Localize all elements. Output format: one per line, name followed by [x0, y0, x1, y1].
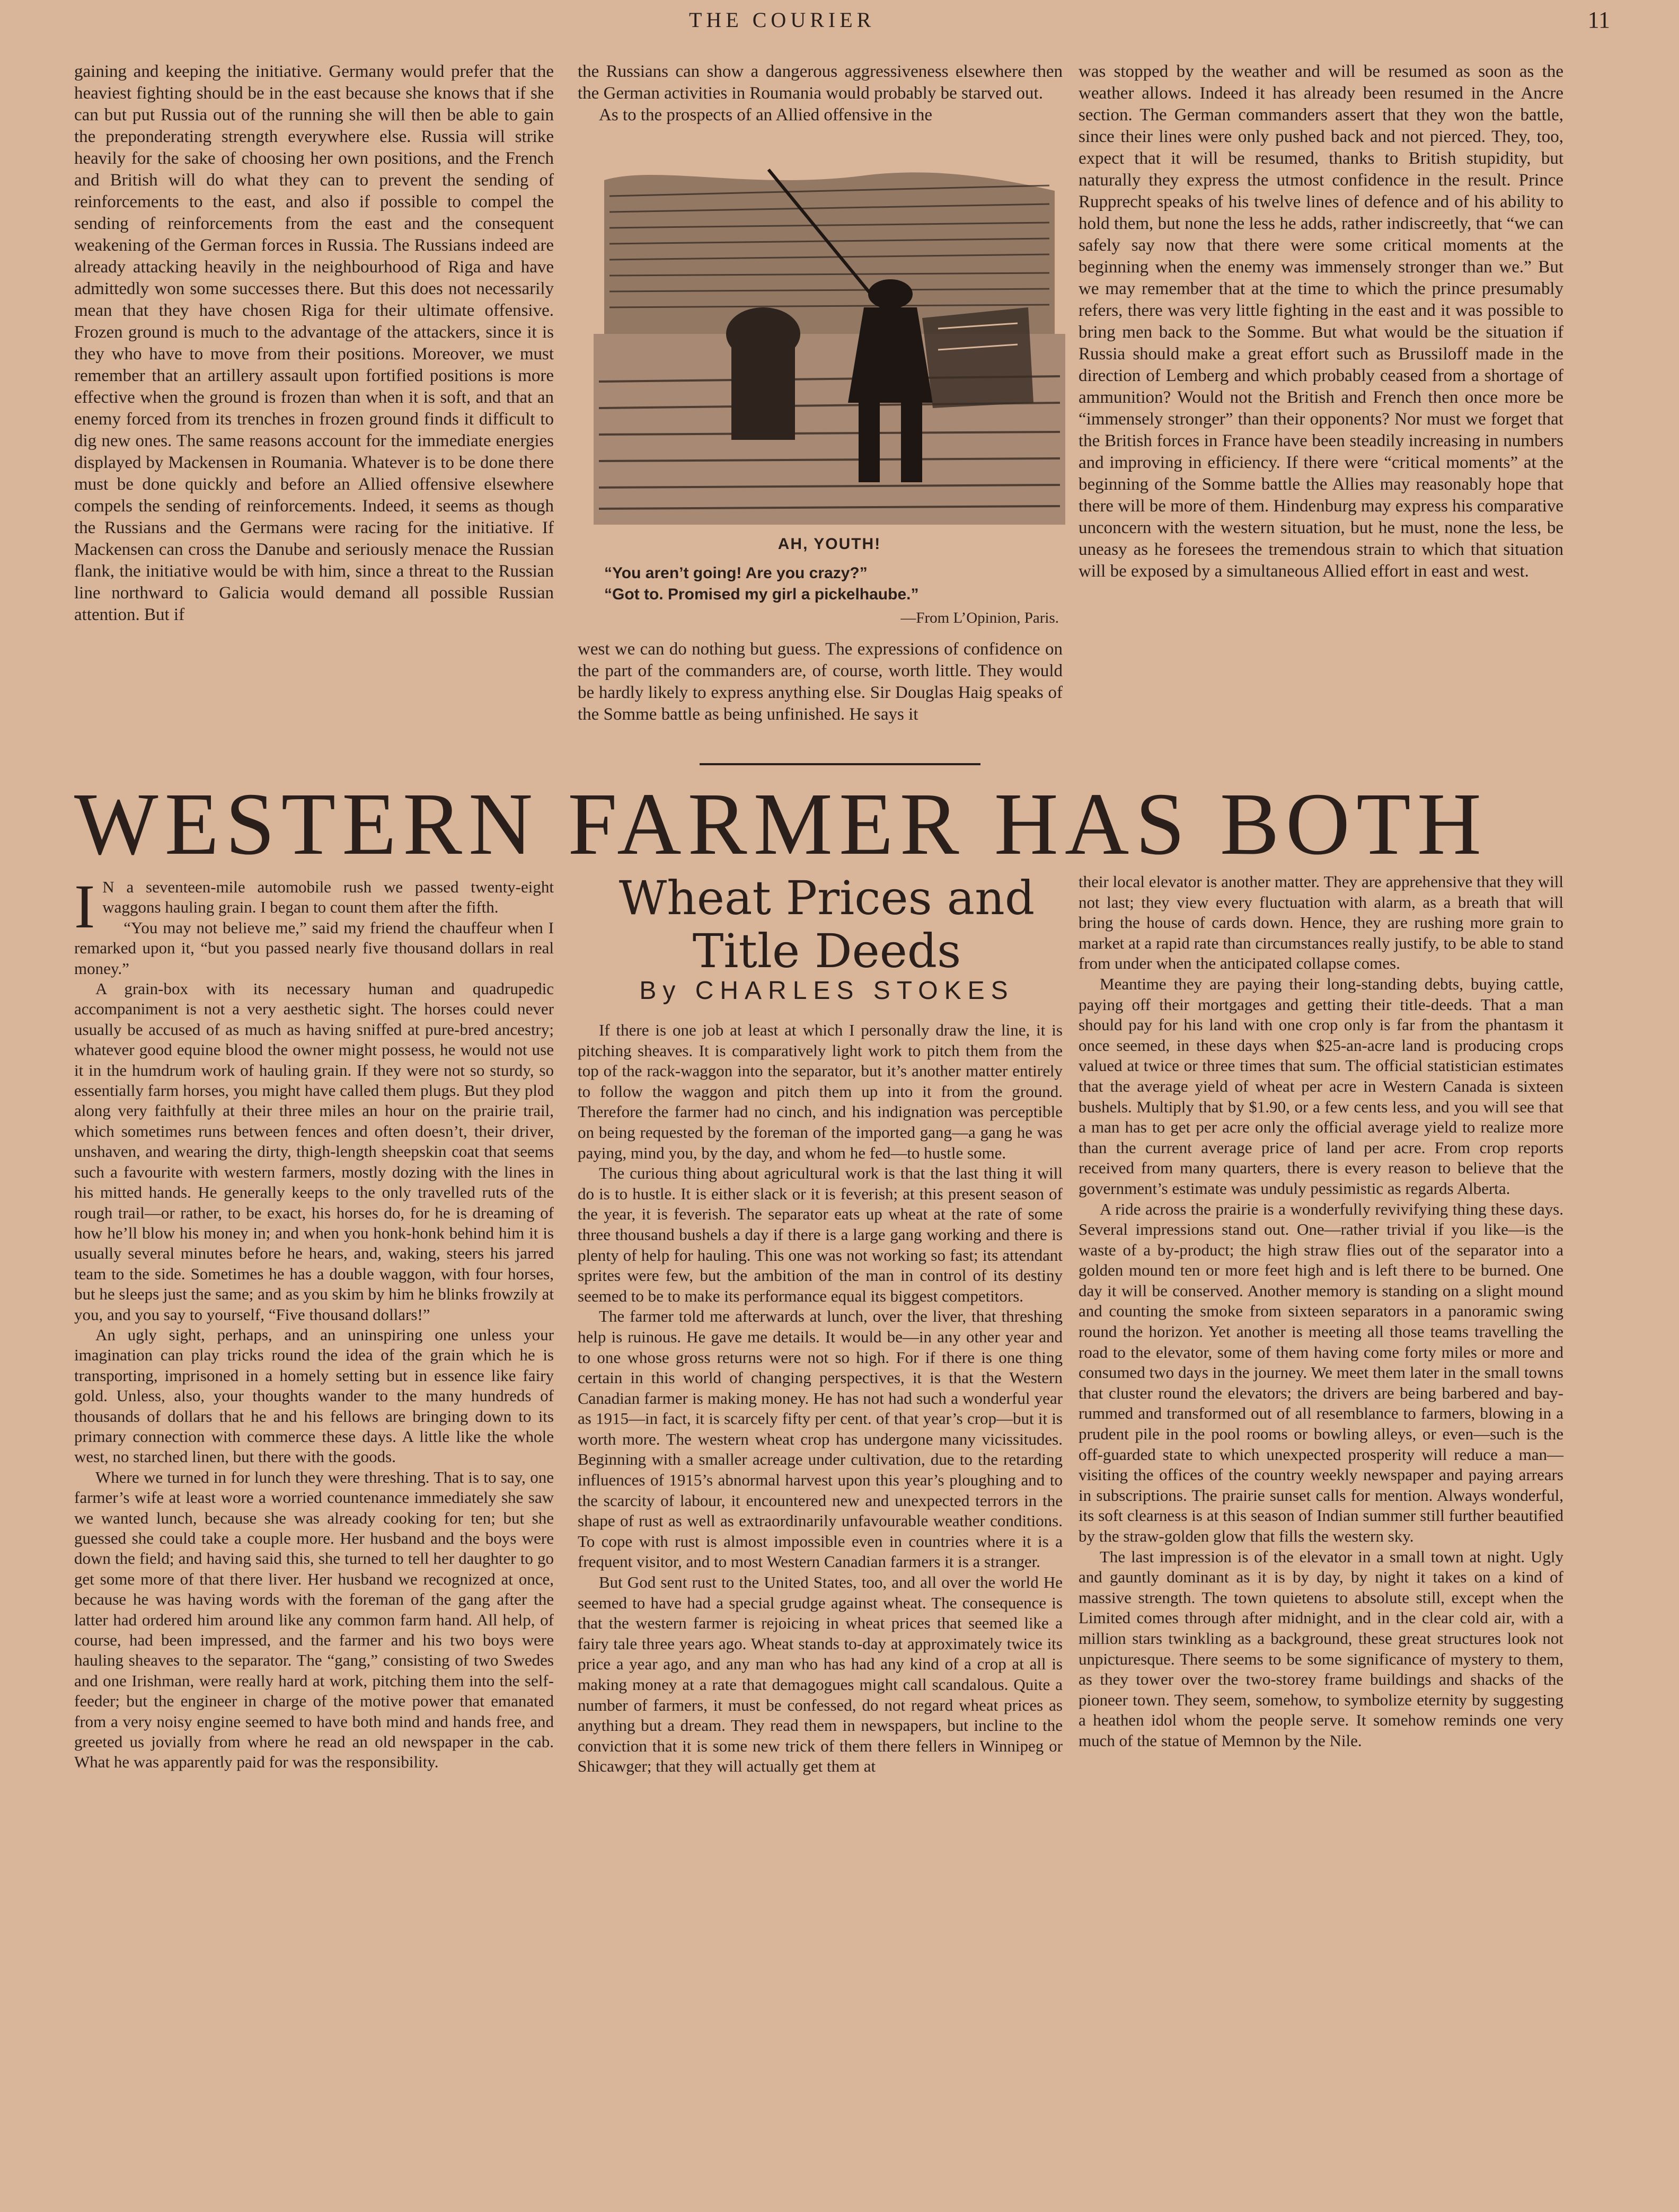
top-article-column-1 [74, 61, 554, 626]
top-article-col2-para-2: As to the prospects of an Allied offensive in the [599, 105, 933, 125]
main-col1-para-2: “You may not believe me,” said my friend the chauffeur when I remarked upon it, “but you passed nearly five thousand dollars in real money.” [74, 918, 554, 978]
main-col3-para-2: Meantime they are paying their long-standing debts, buying cattle, paying off their mortgages and getting their title-deeds. That a man should pay for his land with one crop only is far from the phantasm it once seemed, in these days when $25-an-acre land is producing crops valued at twice or three times that sum. The official statistician estimates that the average yield of wheat per acre in Western Canada is sixteen bushels. Multiply that by $1.90, or a few cents less, and you will see that a man has to get per acre only the official average yield to realize more than the current average price of land per acre. From crop reports received from many quarters, there is every reason to believe that the government’s estimate was unduly pessimistic as regards Alberta. [1079, 974, 1563, 1198]
byline: By CHARLES STOKES [639, 977, 1014, 1005]
page-number: 11 [1587, 7, 1610, 33]
main-col2-para-3: The farmer told me afterwards at lunch, over the liver, that threshing help is ruinous. He gave me details. It would be—in any other year and to one whose gross returns were not so high. For if there is one thing certain in this world of changing perspectives, it is that the Western Canadian farmer is making money. He has not had such a wonderful year as 1915—in fact, it is scarcely fifty per cent. of that year’s crop—but it is worth more. The western wheat crop has undergone many vicissitudes. Beginning with a smaller acreage under cultivation, due to the retarding influences of 1915’s abnormal harvest upon this year’s ploughing and to the scarcity of labour, it encountered new and unexpected terrors in the shape of rust as well as extraordinarily unfavourable weather conditions. To cope with rust is almost impossible even in countries where it is a frequent visitor, and to most Western Canadian farmers it is a stranger. [578, 1307, 1063, 1571]
top-article-col1-text: gaining and keeping the initiative. Germany would prefer that the heaviest fighting should be in the east because she knows that if she can but put Russia out of the running she will then be able to gain the preponderating strength everywhere else. Russia will strike heavily for the sake of choosing her own positions, and the French and British will do what they can to prevent the sending of reinforcements to the east, and also if possible to compel the sending of reinforcements from the east and the consequent weakening of the German forces in Russia. The Russians indeed are already attacking heavily in the neighbourhood of Riga and have admittedly won some successes there. But this does not necessarily mean that they have chosen Riga for their ultimate offensive. Frozen ground is much to the advantage of the attackers, since it is they who have to move from their positions. Moreover, we must remember that an artillery assault upon fortified positions is more effective when the ground is frozen than when it is soft, and that an enemy forced from its trenches in frozen ground finds it difficult to dig new ones. The same reasons account for the immediate energies displayed by Mackensen in Roumania. Whatever is to be done there must be done quickly and before an Allied offensive elsewhere compels the sending of reinforcements. Indeed, it seems as though the Russians and the Germans were racing for the initiative. If Mackensen can cross the Danube and seriously menace the Russian flank, the initiative would be with him, since a threat to the Russian line northward to Galicia would demand all possible Russian attention. But if [74, 62, 554, 624]
main-col2-para-2: The curious thing about agricultural work is that the last thing it will do is to hustle. It is either slack or it is feverish; at this present season of the year, it is feverish. The separator eats up wheat at the rate of some three thousand bushels a day if there is a large gang working and there is plenty of help for hauling. This one was not working so fast; its attendant sprites were few, but the ambition of the man in control of its destiny seemed to be to make its performance equal its biggest competitors. [578, 1164, 1063, 1305]
section-divider [700, 763, 980, 765]
banner-headline: WESTERN FARMER HAS BOTH [74, 775, 1488, 873]
main-col2-para-4: But God sent rust to the United States, too, and all over the world He seemed to have had a special grudge against wheat. The consequence is that the western farmer is rejoicing in wheat prices that seemed like a fairy tale three years ago. Wheat stands to-day at approximately twice its price a year ago, and any man who has had any kind of a crop at all is making money at a rate that demagogues might call scandalous. Quite a number of farmers, it must be confessed, do not regard wheat prices as anything but a dream. They read them in newspapers, but incline to the conviction that it is some new trick of them there fellers in Winnipeg or Shicawger; that they will actually get them at [578, 1573, 1063, 1776]
main-col1-para-3: A grain-box with its necessary human and quadrupedic accompaniment is not a very aesthetic sight. The horses could never usually be accused of as much as having sniffed at pure-bred ancestry; whatever good equine blood the owner might possess, he would not use it in the humdrum work of hauling grain. If they were not so sturdy, so essentially farm horses, you might have called them plugs. But they plod along very faithfully at their three miles an hour on the prairie trail, which sometimes runs between fences and often doesn’t, their driver, unshaven, and wearing the dirty, thigh-length sheepskin coat that seems such a favourite with western farmers, mostly dozing with the lines in his mitted hands. He generally keeps to the only travelled ruts of the rough trail—or rather, to be exact, his horses do, for he is dreaming of how he’ll blow his money in; and when you honk-honk behind him it is usually several minutes before he hears, and, waking, steers his jarred team to the side. Sometimes he has a double waggon, with four horses, but he sleeps just the same; and as you skim by him he blinks frowzily at you, and you say to yourself, “Five thousand dollars!” [74, 979, 554, 1324]
subheading-line-1: Wheat Prices and [618, 871, 1035, 925]
main-col1-para-1 [74, 872, 554, 941]
main-col1-para-4: An ugly sight, perhaps, and an uninspiring one unless your imagination can play tricks round the idea of the grain which he is transporting, imprisoned in a homely setting but in essence like fairy gold. Unless, also, your thoughts wander to the many hundreds of thousands of dollars that he and his fellows are bringing down to its primary connection with commerce these days. A little like the whole west, no starched linen, but there with the goods. [74, 1325, 554, 1466]
top-article-column-3 [1079, 61, 1563, 582]
cartoon-caption-line-2: “Got to. Promised my girl a pickelhaube.” [604, 586, 919, 603]
main-col2-para-1: If there is one job at least at which I personally draw the line, it is pitching sheaves. It is comparatively light work to pitch them from the top of the rack-waggon into the separator, but it’s another matter entirely to follow the waggon and pitch them up into it from the ground. Therefore the farmer had no cinch, and his indignation was perceptible on being requested by the foreman of the imported gang—a gang he was paying, mind you, by the day, and whom he fed—to hustle some. [578, 1021, 1063, 1162]
main-col3-para-3: A ride across the prairie is a wonderfully revivifying thing these days. Several impressions stand out. One—rather trivial if you like—is the waste of a by-product; the high straw flies out of the separator into a golden mound ten or more feet high and is left there to be burned. One day it will be conserved. Another memory is standing on a slight mound and counting the smoke from sixteen separators in a panoramic swing round the horizon. Yet another is meeting all those teams travelling the road to the elevator, some of them having come forty miles or more and consumed two days in the journey. We meet them later in the small towns that cluster round the elevators; the drivers are being barbered and bay-rummed and transformed out of all resemblance to farmers, blowing in a prudent pile in the pool rooms or bowling alleys, or even—such is the off-guarded state to which unexpected prosperity will reduce a man—visiting the offices of the country weekly newspaper and paying arrears in subscriptions. The prairie sunset calls for mention. Always wonderful, its soft clearness is at this season of Indian summer still further beautified by the straw-golden glow that fills the western sky. [1079, 1199, 1563, 1545]
cartoon-illustration [594, 159, 1065, 525]
main-col3-para-4: The last impression is of the elevator in a small town at night. Ugly and gauntly dominant as it is by day, by night it takes on a kind of massive strength. The town quietens to absolute still, except when the Limited comes through after midnight, and in the clear cold air, with a million stars twinkling as a background, these great structures look not unpicturesque. There seems to be some significance of mystery to them, as they tower over the two-storey frame buildings and shacks of the pioneer town. They seem, somehow, to symbolize eternity by suggesting a heathen idol whom the people serve. It somehow reminds one very much of the statue of Memnon by the Nile. [1079, 1547, 1563, 1750]
drop-cap: I [74, 872, 95, 941]
main-article-column-1 [74, 872, 554, 1773]
cartoon-caption-line-1: “You aren’t going! Are you crazy?” [604, 564, 868, 582]
cartoon-source: —From L’Opinion, Paris. [900, 609, 1059, 626]
top-article-col2-para-1: the Russians can show a dangerous aggressiveness elsewhere then the German activities in Roumania would probably be starved out. [578, 62, 1063, 103]
main-article-column-3 [1079, 872, 1563, 1751]
top-article-col3-text: was stopped by the weather and will be resumed as soon as the weather allows. Indeed it has already been resumed in the Ancre section. The German commanders assert that they won the battle, since their lines were only pushed back and not pierced. They, too, expect that it will be resumed, thanks to British stupidity, but naturally they express the utmost confidence in the result. Prince Rupprecht speaks of his twelve lines of defence and of his ability to hold them, but none the less he adds, rather indiscreetly, that “we can safely say now that there were some critical moments at the beginning when the enemy was immensely stronger than we.” But we may remember that at the time to which the prince presumably refers, there was very little fighting in the east and it was possible to bring men back to the Somme. But what would be the situation if Russia should make a great effort such as Brussiloff made in the direction of Lemberg and which probably ceased from a shortage of ammunition? Would not the British and French then once more be “immensely stronger” than their opponents? Nor must we forget that the British forces in France have been steadily increasing in numbers and improving in efficiency. If there were “critical moments” at the beginning of the Somme battle the Allies may reasonably hope that there will be more of them. Hindenburg may express his comparative unconcern with the western situation, but he must, none the less, be uneasy as he foresees the tremendous strain to which that situation will be exposed by a simultaneous Allied effort in east and west. [1079, 62, 1563, 581]
main-col3-para-1: their local elevator is another matter. They are apprehensive that they will not last; they view every fluctuation with alarm, as a breath that will bring the house of cards down. Hence, they are rushing more grain to market at a rapid rate than circumstances really justify, to be able to stand from under when the anticipated collapse comes. [1079, 872, 1563, 973]
main-col1-para-5: Where we turned in for lunch they were threshing. That is to say, one farmer’s wife at least wore a worried countenance immediately she saw we wanted lunch, because she was already cooking for ten; but she guessed she could take a couple more. Her husband and the boys were down the field; and having said this, she turned to tell her daughter to go get some more of that there liver. Her husband we recognized at once, because he was having words with the foreman of the gang after the latter had ordered him around like any common farm hand. All help, of course, had been impressed, and the farmer and his two boys were hauling sheaves to the separator. The “gang,” consisting of two Swedes and one Irishman, were really hard at work, pitching them into the self-feeder; but the engineer in charge of the motive power that emanated from a very noisy engine seemed to have both mind and hands free, and greeted us jovially from where he read an old newspaper in the cab. What he was apparently paid for was the responsibility. [74, 1467, 554, 1772]
main-article-column-2 [578, 1020, 1063, 1777]
top-article-col2-para-3: west we can do nothing but guess. The expressions of confidence on the part of the commanders are, of course, worth little. They would be hardly likely to express anything else. Sir Douglas Haig speaks of the Somme battle as being unfinished. He says it [578, 640, 1063, 724]
cartoon-title: AH, YOUTH! [777, 535, 881, 553]
running-head: THE COURIER [689, 8, 876, 32]
top-article-column-2-lower [578, 639, 1063, 725]
main-col1-para-1-text: N a seventeen-mile automobile rush we passed twenty-eight waggons hauling grain. I began to count them after the fifth. [102, 878, 554, 917]
subheading-line-2: Title Deeds [692, 924, 961, 978]
top-article-column-2-upper [578, 61, 1063, 126]
